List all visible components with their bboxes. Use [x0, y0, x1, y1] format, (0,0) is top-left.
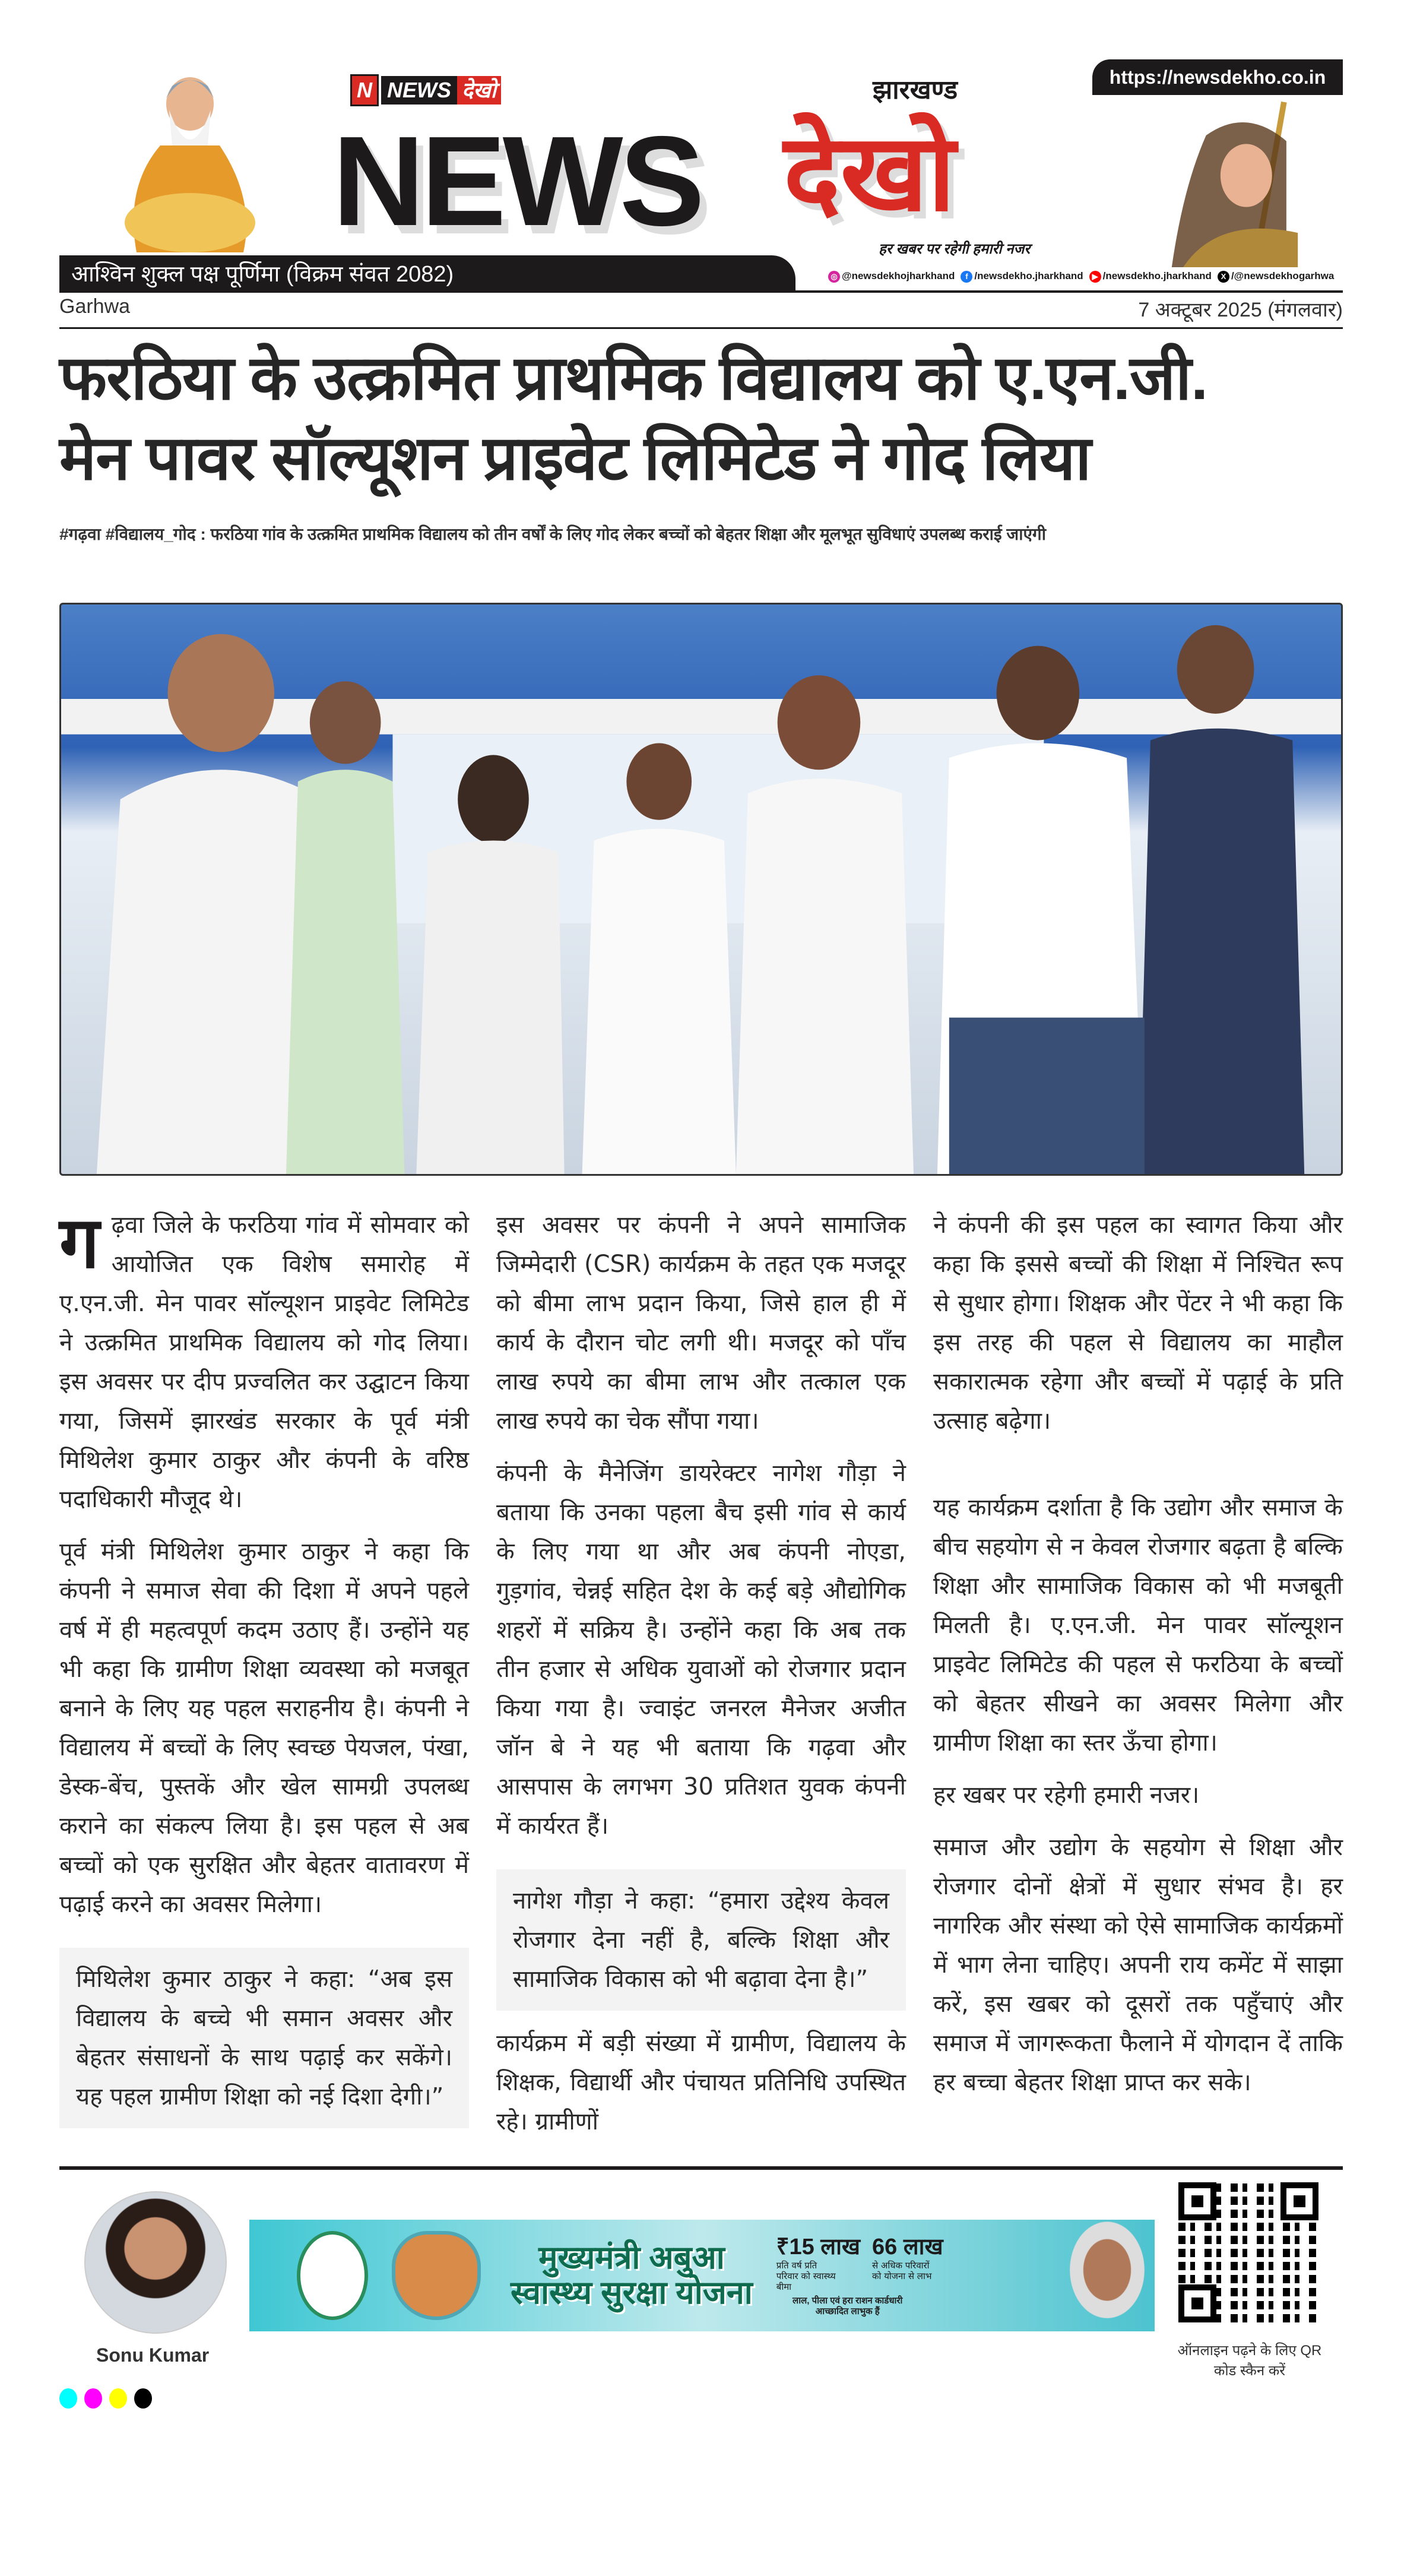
ad-stat [776, 2234, 860, 2292]
ad-portrait [1060, 2220, 1155, 2331]
article-column-2 [496, 1205, 906, 2154]
facebook-icon: f [961, 271, 972, 283]
social-handles [828, 270, 1334, 283]
paragraph: समाज और उद्योग के सहयोग से शिक्षा और रोजगार दोनों क्षेत्रों में सुधार संभव है। हर नागरिक और संस्था को ऐसे सामाजिक कार्यक्रमों में भाग लेना चाहिए। अपनी राय कमेंट में साझा करें, इस खबर को दूसरों तक पहुँचाएं और समाज में जागरूकता फैलाने में योगदान दें ताकि हर बच्चा बेहतर शिक्षा प्राप्त कर सके। [933, 1834, 1343, 2096]
yellow-dot [109, 2388, 127, 2409]
social-handle: @newsdekhojharkhand [842, 270, 955, 281]
paragraph: पूर्व मंत्री मिथिलेश कुमार ठाकुर ने कहा कि कंपनी ने समाज सेवा की दिशा में अपने पहले वर्ष में ही महत्वपूर्ण कदम उठाए हैं। उन्होंने यह भी कहा कि ग्रामीण शिक्षा व्यवस्था को मजबूत बनाने के लिए यह पहल सराहनीय है। कंपनी ने विद्यालय में बच्चों के लिए स्वच्छ पेयजल, पंखा, डेस्क-बेंच, पुस्तकें और खेल सामग्री उपलब्ध कराने का संकल्प लिया है। इस पहल से अब बच्चों को एक सुरक्षित और बेहतर वातावरण में पढ़ाई करने का अवसर मिलेगा। [59, 1538, 469, 1918]
social-instagram[interactable] [828, 270, 955, 283]
ad-stat-text: प्रति वर्ष प्रति परिवार को स्वास्थ्य बीमा [776, 2260, 836, 2292]
dateline-date: 7 अक्टूबर 2025 (मंगलवार) [1138, 299, 1343, 321]
pull-quote: मिथिलेश कुमार ठाकुर ने कहा: “अब इस विद्यालय के बच्चे भी समान अवसर और बेहतर संसाधनों के साथ पढ़ाई कर सकेंगे। यह पहल ग्रामीण शिक्षा को नई दिशा देगी।” [59, 1948, 469, 2128]
social-handle: /@newsdekhogarhwa [1231, 270, 1335, 281]
header-divider [59, 290, 1343, 293]
pull-quote: नागेश गौड़ा ने कहा: “हमारा उद्देश्य केवल रोजगार देना नहीं है, बल्कि शिक्षा और सामाजिक विकास को भी बढ़ावा देना है।” [496, 1869, 906, 2011]
article-column-3 [933, 1205, 1343, 2154]
cyan-dot [59, 2388, 77, 2409]
logo-news: NEWS [332, 109, 701, 252]
black-dot [134, 2388, 152, 2409]
logo-dekho-small: देखो [457, 76, 501, 105]
ad-stat-value: ₹15 लाख [776, 2235, 861, 2259]
article-tagline: #गढ़वा #विद्यालय_गोद : फरठिया गांव के उत्क्रमित प्राथमिक विद्यालय को तीन वर्षों के लिए गोद लेकर बच्चों को बेहतर शिक्षा और मूलभूत सुविधाएं उपलब्ध कराई जाएंगी [59, 525, 1046, 544]
qr-finder [1280, 2182, 1318, 2220]
paragraph: कंपनी के मैनेजिंग डायरेक्टर नागेश गौड़ा ने बताया कि उनका पहला बैच इसी गांव से कार्य के लिए गया था और अब कंपनी नोएडा, गुड़गांव, चेन्नई सहित देश के कई बड़े औद्योगिक शहरों में सक्रिय है। उन्होंने कहा कि अब तक तीन हजार से अधिक युवाओं को रोजगार प्रदान किया गया है। ज्वाइंट जनरल मैनेजर अजीत जॉन बे ने यह भी बताया कि गढ़वा और आसपास के लगभग 30 प्रतिशत युवक कंपनी में कार्यरत हैं। [496, 1460, 906, 1840]
government-seal-icon [297, 2231, 368, 2320]
title-block [59, 338, 1348, 546]
logo-n: N [350, 74, 379, 106]
headline [59, 338, 1348, 499]
social-facebook[interactable] [961, 270, 1083, 283]
paragraph: ने कंपनी की इस पहल का स्वागत किया और कहा कि इससे बच्चों की शिक्षा में निश्चित रूप से सुधार होगा। शिक्षक और पेंटर ने भी कहा कि इस तरह की पहल से विद्यालय का माहौल सकारात्मक रहेगा और बच्चों में पढ़ाई के प्रति उत्साह बढ़ेगा। [933, 1211, 1343, 1435]
author-avatar [84, 2191, 227, 2334]
logo-dekho: देखो [784, 113, 956, 233]
paragraph [59, 1205, 469, 1519]
heart-family-icon [392, 2231, 481, 2320]
lower-section [59, 1205, 1343, 2413]
author-name: Sonu Kumar [96, 2344, 210, 2366]
drop-cap: ग [59, 1203, 100, 1283]
youtube-icon: ▶ [1089, 271, 1101, 283]
website-url[interactable]: https://newsdekho.co.in [1092, 59, 1343, 95]
paragraph: कार्यक्रम में बड़ी संख्या में ग्रामीण, विद्यालय के शिक्षक, विद्यार्थी और पंचायत प्रतिनिधि उपस्थित रहे। ग्रामीणों [496, 2030, 906, 2135]
ad-stat-value: 66 लाख [872, 2235, 943, 2259]
magenta-dot [84, 2388, 102, 2409]
panchang-strip: आश्विन शुक्ल पक्ष पूर्णिमा (विक्रम संवत 2082) [59, 255, 795, 291]
ad-stat-text: से अधिक परिवारों को योजना से लाभ [872, 2260, 932, 2281]
dateline-divider [59, 327, 1343, 329]
headline-line-1: फरठिया के उत्क्रमित प्राथमिक विद्यालय को ए.एन.जी. [59, 344, 1207, 413]
logo-region: झारखण्ड [873, 75, 958, 105]
dateline-place: Garhwa [59, 295, 131, 318]
ad-stat [872, 2234, 943, 2292]
social-handle: /newsdekho.jharkhand [974, 270, 1083, 281]
ad-stats-block [776, 2234, 943, 2317]
cmyk-registration-marks [59, 2388, 152, 2409]
social-youtube[interactable] [1089, 270, 1212, 283]
sage-illustration [101, 68, 273, 258]
paragraph-text: ढ़वा जिले के फरठिया गांव में सोमवार को आयोजित एक विशेष समारोह में ए.एन.जी. मेन पावर सॉल्यूशन प्राइवेट लिमिटेड ने उत्क्रमित प्राथमिक विद्यालय को गोद लिया। इस अवसर पर दीप प्रज्वलित कर उद्घाटन किया गया, जिसमें झारखंड सरकार के पूर्व मंत्री मिथिलेश कुमार ठाकुर और कंपनी के वरिष्ठ पदाधिकारी मौजूद थे। [59, 1211, 469, 1513]
event-photo-illustration [61, 605, 1341, 1174]
qr-finder [1178, 2284, 1216, 2322]
article-columns [59, 1205, 1343, 2154]
logo-news-small: NEWS [381, 76, 457, 105]
instagram-icon: ◎ [828, 271, 840, 283]
social-handle: /newsdekho.jharkhand [1102, 270, 1212, 281]
headline-line-2: मेन पावर सॉल्यूशन प्राइवेट लिमिटेड ने गोद लिया [59, 424, 1091, 493]
ad-title-line-1: मुख्यमंत्री अबुआ [538, 2239, 725, 2276]
small-logo [350, 76, 501, 105]
qr-finder [1178, 2182, 1216, 2220]
footer [59, 2170, 1343, 2413]
article-photo [59, 603, 1343, 1176]
social-x[interactable] [1218, 270, 1334, 283]
x-icon: X [1218, 271, 1229, 283]
qr-caption: ऑनलाइन पढ़ने के लिए QR कोड स्कैन करें [1177, 2343, 1322, 2379]
paragraph: हर खबर पर रहेगी हमारी नजर। [933, 1781, 1200, 1809]
ad-banner[interactable] [249, 2220, 1155, 2331]
goddess-illustration [1146, 101, 1324, 267]
paragraph: यह कार्यक्रम दर्शाता है कि उद्योग और समाज के बीच सहयोग से न केवल रोजगार बढ़ता है बल्कि शिक्षा और सामाजिक विकास को भी मजबूती मिलती है। ए.एन.जी. मेन पावर सॉल्यूशन प्राइवेट लिमिटेड की पहल से फरठिया के बच्चों को बेहतर सीखने का अवसर मिलेगा और ग्रामीण शिक्षा का स्तर ऊँचा होगा। [933, 1494, 1343, 1757]
logo-tagline: हर खबर पर रहेगी हमारी नजर [879, 241, 1031, 257]
article-column-1 [59, 1205, 469, 2154]
paragraph: इस अवसर पर कंपनी ने अपने सामाजिक जिम्मेदारी (CSR) कार्यक्रम के तहत एक मजदूर को बीमा लाभ प्रदान किया, जिसे हाल ही में कार्य के दौरान चोट लगी थी। मजदूर को पाँच लाख रुपये का बीमा लाभ और तत्काल एक लाख रुपये का चेक सौंपा गया। [496, 1211, 906, 1435]
ad-note: लाल, पीला एवं हरा राशन कार्डधारी आच्छादित लाभुक हैं [793, 2296, 903, 2316]
ad-title-line-2: स्वास्थ्य सुरक्षा योजना [511, 2275, 753, 2311]
ad-title [511, 2240, 753, 2311]
